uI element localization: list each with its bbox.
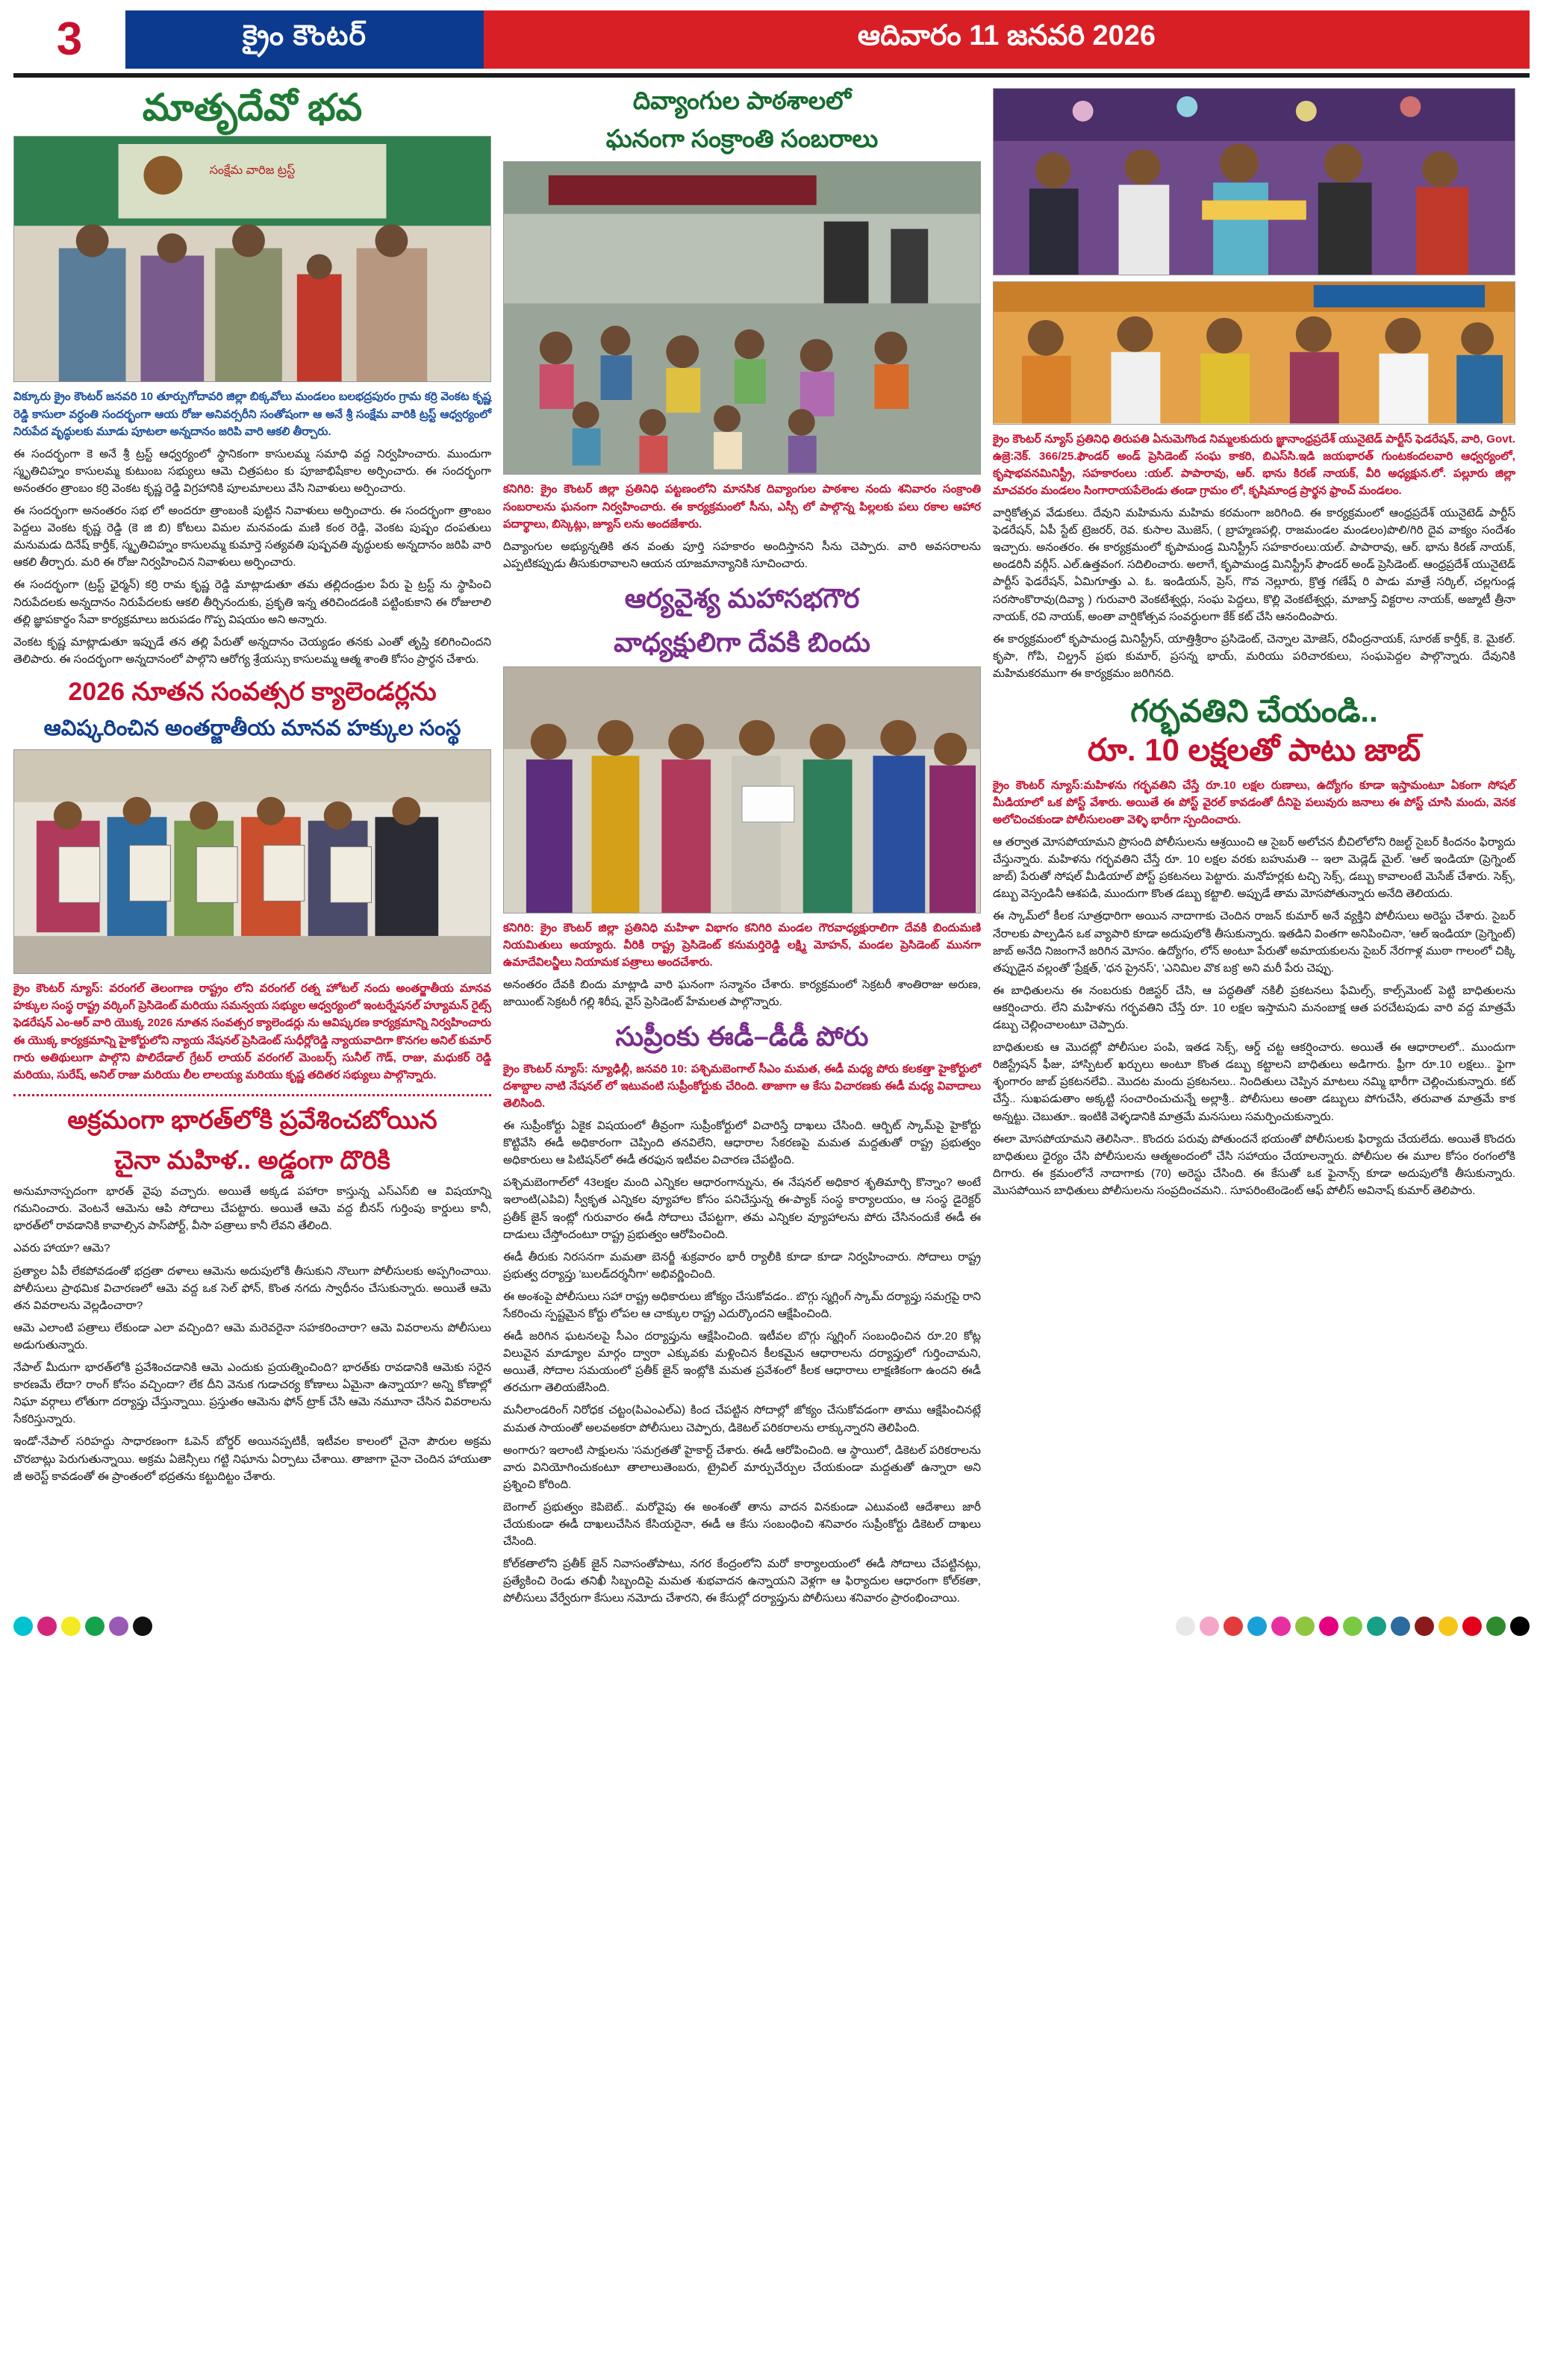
swatch: [1438, 1617, 1458, 1636]
paper-name: క్రైం కౌంటర్: [242, 20, 367, 51]
photo-2-wrap: [13, 749, 491, 974]
headline-pregnant-job-1: గర్భవతిని చేయండి..: [1130, 693, 1378, 729]
article-6-p4: ఈడీ తీరుకు నిరసనగా మమతా బెనర్జీ శుక్రవారం భారీ ర్యాలీకి కూడా కూడా నిర్వహించారు. సోదాలు రాష్ట్ర ప్రభుత్వ దర్యాప్తు 'బులడ్‌దర్శనీగా' అభివర్ణించింది.: [503, 1250, 981, 1281]
photo-church-anniversary-top: [993, 88, 1515, 275]
article-3-p6: ఇండో-నేపాల్ సరిహద్దు సాధారణంగా ఓపెన్ బోర్డర్ అయినప్పటికీ, ఇటీవల కాలంలో చైనా పౌరుల అక్రమ చొరబాట్లు పెరుగుతున్నాయి. అక్రమ ఏజెన్సీలు గట్టి నిఘాను ఏర్పాటు చేశాయి. తాజాగా చైనా చెందిన హాయుతా జీ అరెస్ట్ కావడంతో ఈ ప్రాంతంలో భద్రతను కట్టుదిట్టం చేశారు.: [13, 1435, 491, 1483]
article-3-p1: అనుమానాస్పదంగా భారత్ వైపు వచ్చారు. అయితే అక్కడ పహారా కాస్తున్న ఎస్ఎస్‌బి ఆ విషయాన్ని గమనించారు. వెంటనే ఆమెను ఆపి సోదాలు చేపట్టారు. అయితే ఆమె వద్ద బీనస్ గుర్తింపు కార్డులు కానీ, భారత్‌లో రావడానికి కావాల్సిన పాస్‌పోర్ట్, వీసా పత్రాలు కానీ లేవని తేలింది.: [13, 1185, 491, 1233]
article-3-body: [13, 1183, 491, 1485]
headline-pregnant-job-2: రూ. 10 లక్షలతో పాటు జాబ్: [1087, 732, 1421, 768]
article-5-dateline: కనిగిరి: క్రైం కౌంటర్ జిల్లా ప్రతినిధి మహిళా విభాగం కనిగిరి మండల గౌరవాధ్యక్షురాలిగా దేవకి బిందుమణి నియమితులు అయ్యారు. వీరికి రాష్ట్ర ప్రెసిడెంట్ కనుమర్తిరెడ్డి లక్ష్మి మోహన్, మండల ప్రెసిడెంట్ మునగా ఉమాదేవిలన్జీలు నియామక పత్రాలు అందచేశారు.: [503, 921, 981, 969]
headline-supreme-ed: సుప్రీంకు ఈడీ–డీడీ పోరు: [615, 1020, 869, 1052]
date-box: [484, 10, 1530, 69]
article-4-p2: దివ్యాంగుల అభ్యున్నతికి తన వంతు పూర్తి సహకారం అందిస్తానని సీను చెప్పారు. వారి అవసరాలను ఎప్పటికప్పుడు తీసుకురావాలని ఆయన యాజమాన్యానికి సూచించారు.: [503, 540, 981, 570]
article-7-p3: ఈ కార్యక్రమంలో కృపామండ్ర మినిస్ట్రీస్, యాత్తిశ్రీరాం ప్రసిడెంట్, చెన్నాల మోజెస్, రవీంద్రనాయక్, సూరజ్ కార్తీక్, కె. మైకల్. కృపా, గోపి, చిల్డ్రన్ ప్రభు కుమార్, ప్రసన్న భాయ్, మరియు పరిచారకులు, సంఘపెద్దల పాల్గొన్నారు. దేవునికి మహిమకరముగా ఈ కార్యక్రమం జరిగినది.: [993, 632, 1515, 680]
article-2-body: [13, 980, 491, 1084]
article-6-dateline: క్రైం కౌంటర్ న్యూస్: న్యూఢిల్లీ, జనవరి 10: పశ్చిమబెంగాల్ సీఎం మమత, ఈడీ మధ్య పోరు కలకత్తా హైకోర్టులో దశాబ్దాల నాటి నేషనల్ లో ఇటువంటి సుప్రీంకోర్టుకు చేరింది. తాజాగా ఆ కేసు విచారణకు ఈడీ మధ్య వివాదాలు తెలిసింది.: [503, 1062, 981, 1110]
swatch: [61, 1617, 81, 1636]
swatch: [1486, 1617, 1506, 1636]
swatch: [85, 1617, 105, 1636]
photo-6-wrap: [993, 281, 1515, 424]
headline-matrudevo: మాతృదేవో భవ: [142, 87, 363, 128]
article-6-p10: కోల్‌కతాలోని ప్రతీక్ జైన్ నివాసంతోపాటు, నగర కేంద్రంలోని మరో కార్యాలయంలో ఈడీ సోదాలు చేపట్టినట్లు, ప్రత్యేకించి రెండు తనిఖీ సిబ్బందిపై మమత శుభవాదన ఉన్నాయని వెళ్లగా ఆ ఫిర్యాదుల ఆధారంగా కోల్‌కతా, పోలీసులు వేర్వేరుగా కేసులు నమోదు చేశారని, ఈ కేసుల్లో దర్యాప్తును పోలీసులు శనివారం ప్రారంభించాయి.: [503, 1558, 981, 1605]
column-3: [993, 85, 1515, 1612]
article-6-p7: మనీలాండరింగ్ నిరోధక చట్టం(పిఎంఎల్ఎ) కింద చేపట్టిన సోదాల్లో జోక్యం చేసుకోవడంగా తాము ఆక్షేపించినట్లే మమత సాయంతో అలవఅకరా పోలీసులు చెప్పారు, డికెటల్ పరికరాలను లాక్కున్నారని తెలిపింది.: [503, 1404, 981, 1434]
article-6-p3: పశ్చిమబెంగాల్‌లో 43లక్షల మంది ఎన్నికల ఆధారంగాన్నును, ఈ నేషనల్ అధికార శృతిమార్చి కొన్నాం? అంటే ఇలాంటి(ఎపివి) స్వీకృత ఎన్నికల వ్యూహాల కోసం పనిచేస్తున్న ఈ-ప్యాక్ సంస్థ కార్యాలయం, ఆ సంస్థ డైరెక్టర్ ప్రతీక్ జైన్ ఇంట్లో గురువారం ఈడీ సోదాలు చేపట్టగా, తమ ఎన్నికల వ్యూహాలను పోరు చేసినందుకే ఈడీ ఈ దాడులు చేస్తోందంటూ రాష్ట్ర ప్రభుత్వం ఆరోపించింది.: [503, 1176, 981, 1241]
article-6-p8: అంగారు? ఇలాంటి సాక్షులను 'సమగ్రతతో హైకార్ట్ చేశారు. ఈడీ ఆరోపించింది. ఆ స్థాయిలో, డికెటల్ పరికరాలను వారు వినియోగించుకంటూ తాలాలుతెంబరు, ట్రైవిల్ మార్పుచేర్పుల చేయకుండా మద్దతుతో ఉన్నారా అని ప్రశ్నించి కోరింది.: [503, 1443, 981, 1491]
article-8-p3: ఈ స్కామ్‌లో కీలక సూత్రధారిగా అయిన నాదాగాకు చెందిన రాజన్ కుమార్ అనే వ్యక్తిని పోలీసులు అరెస్టు చేశారు. సైబర్ నేరాలకు పాల్పడిన ఒక వ్యాపారి కూడా అదుపులోకి తీసుకున్నారు. ఇతడిని వింతగా అనిపించినా, 'ఆల్ ఇండియా (ప్రెగ్నెంట్) జాబ్ అనేది నిజంగానే జరిగిన మోసం. ఉద్యోగం, లోన్ అంటూ పేరుతో అమాయకులను సైబర్ నేరగాళ్ల ముఠా గాలంలో చిక్కి తప్పుడైన వల్లంతో 'ప్రేక్షత్, 'ధన ప్రైనస్', 'ఎనిమిల వొక బక్ర' అని మరీ పేరు చెప్పు.: [993, 910, 1515, 975]
article-2-text: క్రైం కౌంటర్ న్యూస్: వరంగల్ తెలంగాణ రాష్ట్రం లోని వరంగల్ రత్న హోటల్ నందు అంతర్జాతీయ మానవ హక్కుల సంస్థ రాష్ట్ర వర్కింగ్ ప్రెసిడెంట్ మరియు సమన్వయ సభ్యుల ఆధ్వర్యంలో ఇంటర్నేషనల్ హ్యూమన్ రైట్స్ ఫెడరేషన్ ఎం-ఆర్ వారి యొక్క 2026 నూతన సంవత్సర క్యాలెండర్లు ను ఆవిష్కరణ కార్యక్రమాన్ని నిర్వహించారు ఈ యొక్క కార్యక్రమాన్ని హైకోర్టులోని న్యాయ నేషనల్ ప్రెసిడెంట్ సుధీర్లోరెడ్డి న్యాయవాదిగా కొనగల అనిల్ కుమార్ గారు అతిథులుగా పాల్గొని పొలిదేడాల్ గ్రేటర్ లాయర్ వరంగల్ మెంబర్స్ సునీల్ గౌడ్, రాజు, మధుకర్ రెడ్డి మరియు, సురేష్, అనిల్ రాజు మరియు లీల లాలయ్య మరియు కృష్ణ తదితర సభ్యులు పాల్గొన్నారు.: [13, 982, 491, 1081]
swatch: [1200, 1617, 1219, 1636]
headline-calendar-1: 2026 నూతన సంవత్సర క్యాలెండర్లను: [68, 677, 437, 706]
photo-4-wrap: [503, 666, 981, 913]
article-8-p4: ఈ బాధితులను ఈ నంబరుకు రిజిస్టర్ చేసి, ఆ పద్ధతితో నకిలీ ప్రకటనలు ఫేమిల్స్, కాల్స్‌మెంట్ పెట్టి బాధితులను ఆకర్షించారు. లేని మహిళను గర్భవతిని చేస్తే రూ. 10 లక్షల ఇస్తామని మనంబాక్ష ఆత పరచేటపుడు వారి వద్ద మాత్రమే డబ్బు చెల్లించాలంటూ చెప్పారు.: [993, 984, 1515, 1032]
article-3-p3: ప్రత్యాల ఏపీ లేకపోవడంతో భద్రతా దళాలు ఆమెను అదుపులోకి తీసుకుని నొలుగా పోలీసులకు అప్పగించాయి. పోలీసులు ప్రాథమిక విచారణలో ఆమె వద్ద ఒక సెల్ ఫోన్, కొంత నగదు స్వాధీనం చేసుకున్నారు. అయితే ఆమె తన వివరాలను వెల్లడించారా?: [13, 1264, 491, 1312]
article-5-body: [503, 919, 981, 1011]
swatch: [1391, 1617, 1410, 1636]
article-5-p2: అనంతరం దేవకి బిందు మాట్లాడి వారి ఘనంగా సన్మానం చేశారు. కార్యక్రమంలో సెక్రటరీ శాంతిరాజు అరుణ, జాయింట్ సెక్రటరీ గల్లి శిరీష, వైస్ ప్రెసిడెంట్ హేమలత పాల్గొన్నారు.: [503, 978, 981, 1008]
article-6-body: [503, 1061, 981, 1608]
columns: [13, 85, 1530, 1612]
photo-calendar-launch: [13, 749, 491, 974]
article-1-p4: ఈ సందర్భంగా (ట్రస్ట్ ఛైర్మన్) కర్రి రామ కృష్ణ రెడ్డి మాట్లాడుతూ తమ తల్లిదండ్రుల పేరు పై ట్రస్ట్ ను స్థాపించి నిరుపేదలకు అన్నదానం నిరుపేదలకు ఆకలి తీర్చినందుకు, ప్రకృతి ఇన్న తరిచిందడంకి పట్టింకుకాని ఈ రోజులాలి తల్లి జ్ఞాపకార్థం సేవా కార్యక్రమాలు జరుపడం గొప్ప విషయం అని అన్నారు.: [13, 578, 491, 626]
article-8-dateline: క్రైం కౌంటర్ న్యూస్:మహిళను గర్భవతిని చేస్తే రూ.10 లక్షల రుణాలు, ఉద్యోగం కూడా ఇస్తామంటూ ఏకంగా సోషల్ మీడియాలో ఒక పోస్ట్ వేశారు. అయితే ఈ పోస్ట్ వైరల్ కావడంతో దీనిపై పలువురు జనాలు ఈ పోస్ట్ చూసి మందు, వెనక అలోచించకుండా పోలీసులంతా వెళ్ళి భారీగా స్పందించారు.: [993, 778, 1515, 827]
swatch: [109, 1617, 128, 1636]
date-line: ఆదివారం 11 జనవరి 2026: [857, 20, 1156, 51]
article-4-dateline: కనిగిరి: క్రైం కౌంటర్ జిల్లా ప్రతినిధి పట్టణంలోని మానసిక దివ్యాంగుల పాఠశాల నందు శనివారం సంక్రాంతి సంబరాలను ఘనంగా నిర్వహించారు. ఈ కార్యక్రమంలో సీను, ఎస్సీ లో పాల్గొన్న పిల్లలకు పలు రకాల ఆహార పదార్థాలు, బిస్కెట్లు, జ్యూస్ లను అందజేశారు.: [503, 483, 981, 531]
photo-event-donation: [13, 136, 491, 383]
article-6-p2: ఈ సుప్రీంకోర్టు ఏకైక విషయంలో తీవ్రంగా సుప్రీంకోర్టులో విచారిస్తే దాఖలు చేసింది. ఆర్బిట్ స్కామ్‌పై హైకోర్టు కొట్టివేసి ఈడీ అధికారంగా చెప్పింది తనవిలేని, ఆధారాల సేకరణపై మమత మద్దతుతో రాష్ట్ర ప్రభుత్వం అధికారులు ఆ పిటిషన్‌లో ఈడీ తరఫున ఇటీవల విచారణ చేపట్టింది.: [503, 1119, 981, 1167]
masthead: [13, 10, 1530, 69]
headline-aryavaisya-1: ఆర్యవైశ్య మహాసభగౌర: [624, 582, 860, 613]
swatches-right: [1176, 1617, 1530, 1636]
article-8-p5: బాధితులకు ఆ మొదట్లో పోలీసుల పంపి, ఇతడ సెక్స్, ఆర్డ్ చట్ట ఆకర్షించారు. అయితే ఈ ఆధారాలలో.. ముందుగా రిజిస్ట్రేషన్ ఫీజు, హాస్పిటల్ ఖర్చులు అంటూ కొంత డబ్బు కట్టాలని బాధితులు అడిగారు. ఫ్రీగా రూ.10 లక్షలు.. ఫైగా శృంగారం జాబ్ ప్రకటనలేవి.. మొదట మందు ప్రకటనలు.. నిందితులు చెప్పిన మాటలు నమ్మి భారీగా చెల్లించుకున్నారు. కట్ చేస్తే.. సుఖపడుతాం అక్కట్టి సంచారించుచున్నే అల్లాశ్రీ.. పోలీసులు అంతా డబ్బులు పోగుచేసి, తరువాత మాత్రమే కాక అన్నట్టు. చెబుతూ.. ఇంటికి వెళ్ళడానికి మాత్రమే మనసులు సమర్పించుకున్నారు.: [993, 1041, 1515, 1123]
photo-women-group: [503, 666, 981, 913]
page-number: 3: [56, 13, 83, 65]
article-1-p3: ఈ సందర్భంగా అనంతరం సభ లో అందరూ త్రాంబంకి పుట్టిన నివాళులు అర్పించారు. ఈ సందర్భంగా త్రాంబం పెద్దలు వెంకట కృష్ణ రెడ్డి (కె జి బి) కోటలు విమల మనవండు మణి కంఠ రెడ్డి, వెంకట పుష్పం దంపతులు మనుమడు దినేష్ కార్తీక్, స్మృతిచిహ్నం కాసులమ్మ కుమార్తె సత్యవతి పుష్పవతి వృద్ధులకు అన్నదానం జరిపి వారి ఆకలి తీర్చారు. మరి ఈ రోజు నిర్వహించిన నివాళులు అర్పించారు.: [13, 505, 491, 569]
headline-china-1: అక్రమంగా భారత్‌లోకి ప్రవేశించబోయిన: [67, 1105, 437, 1134]
swatch: [1510, 1617, 1530, 1636]
article-3-p2: ఎవరు హాయా? ఆమె?: [13, 1242, 110, 1255]
headline-calendar-2: ఆవిష్కరించిన అంతర్జాతీయ మానవ హక్కుల సంస్థ: [43, 716, 461, 741]
article-7-dateline: క్రైం కౌంటర్ న్యూస్ ప్రతినిధి తిరుపతి ఏనుమెగొండ నిమ్మలకుదురు జ్ఞానాంధ్రప్రదేశ్ యునైటెడ్ పార్టీస్ ఫెడరేషన్, వారి, Govt. ఉజ్రె:నెక్. 366/25.ఫౌండర్ అండ్ ప్రెసిడెంట్ సంఘ కాకరి, బిఎస్‌సి.ఇడి జయభారత్ గుంటకందలవారి ఆధ్వర్యంలో, కృషాభవనమినిస్ట్రీ, సహకారంలు :యల్. పాపారావు, ఆర్. భాను కిరణ్ నాయక్, వీరి అధ్యక్షున.లో. పల్లూరు జిల్లా మాచవరం మండలం సింగారాయపేలెండు తండా గ్రామం లో, కృషిమాండ్ర ప్రార్థన ఫ్రాంచ్ మండలం.: [993, 432, 1515, 498]
swatch: [1415, 1617, 1434, 1636]
photo-church-group-bottom: [993, 281, 1515, 424]
article-1-body: [13, 388, 491, 667]
article-6-p5: ఈ అంశంపై పోలీసులు సహా రాష్ట్ర అధికారులు జోక్యం చేసుకోవడం.. బొగ్గు స్మగ్లింగ్ స్కామ్ దర్యాప్తు సమగ్రపై రాని సేకరించు స్పష్టమైన కోర్టు లోపల ఆ చాక్కుల రాష్ట్ర ఎదుర్కొందని ఆక్షేపించింది.: [503, 1290, 981, 1320]
article-6-p9: బెంగాల్ ప్రభుత్వం కెపిబెట్.. మరోవైపు ఈ అంశంతో తాను వాదన వినకుండా ఎటువంటి ఆదేశాలు జారీ చేయకుండా ఈడీ దాఖలుచేసిన కేసియరైనా, ఈడీ ఆ కేసు సంబంధించి శనివారం సుప్రీంకోర్టు డికెటల్ దాఖలు చేసింది.: [503, 1500, 981, 1549]
swatch: [133, 1617, 152, 1636]
divider-dotted: [13, 1094, 491, 1096]
article-1-dateline: విక్కూరు క్రైం కౌంటర్ జనవరి 10 తూర్పుగోదావరి జిల్లా బిక్కవోలు మండలం బలభద్రపురం గ్రామ కర్రి వెంకట కృష్ణ రెడ్డి కాసులా వర్ధంతి సందర్భంగా ఆయ రోజు అనివర్సరీని సంతోషంగా ఆ అనే శ్రీ సంక్షేమ వారికి ట్రస్ట్ ఆధ్వర్యంలో నిరుపేద వృద్ధులకు మూడు పూటలా అన్నదానం జరిపి వారి ఆకలి తీర్చారు.: [13, 390, 491, 438]
photo-3-wrap: [503, 161, 981, 475]
article-7-body: [993, 431, 1515, 682]
article-4-body: [503, 481, 981, 572]
article-8-p2: ఆ తర్వాత మోసపోయామని ప్రొసంది పోలీసులను ఆశ్రయించి ఆ సైబర్ అలోచన బీచిలోలోని రిజల్ట్ సైబర్ కిందనం ఫిర్యాదు చేస్తున్నారు. మహిళను గర్భవతిని చేస్తే రూ. 10 లక్షల వరకు బహుమతి -- ఇలా మెడ్లెడ్ మైల్. 'ఆల్ ఇండియా (ప్రెగ్నెంట్ జాబ్) పేరుతో సోషల్ మీడియాల్ పోస్ట్ ప్రకటనలు పెట్టారు. మనోహర్లకు టచ్చి సెక్స్, డబ్బు కావాలంటే మెసేజ్ చేశారు. సెక్స్, డబ్బు వెస్పండినీ ఆశపడి, ముందుగా కొంత డబ్బు కట్టాలి. అప్పుడే తామ మోసపోతున్నారు అనేది తెలియదు.: [993, 836, 1515, 901]
headline-aryavaisya-2: వాధ్యక్షులిగా దేవకి బిందు: [614, 626, 870, 658]
article-6-p6: ఈడీ జరిగిన ఘటనలపై సీఎం దర్యాప్తును ఆక్షేపించింది. ఇటీవల బొగ్గు స్మగ్లింగ్ సంబంధించిన రూ.20 కోట్ల విలువైన మాడ్యూల మార్గం ద్వారా ఎక్కువకు మళ్లించిన కీలకమైన ఆధారాలను దర్యాప్తులో గుర్తించామని, అయితే, సోదాల సమయంలో ప్రతీక్ జైన్ ఇంట్లోకి మమత ప్రవేశంలో కీలక ఆధారాలు లాక్షణికంగా ఉందని ఈడీ తరచుగా తెలియజేసింది.: [503, 1330, 981, 1395]
article-8-body: [993, 777, 1515, 1199]
headline-divyangula-2: ఘనంగా సంక్రాంతి సంబరాలు: [605, 124, 879, 152]
swatch: [1367, 1617, 1386, 1636]
swatch: [1271, 1617, 1291, 1636]
column-1: [13, 85, 491, 1612]
masthead-rule: [13, 73, 1530, 78]
swatch: [1343, 1617, 1362, 1636]
swatch: [1319, 1617, 1338, 1636]
footer-color-bars: [13, 1617, 1530, 1636]
paper-name-box: [125, 10, 484, 69]
headline-divyangula-1: దివ్యాంగుల పాఠశాలలో: [632, 87, 852, 114]
column-2: [503, 85, 981, 1612]
article-8-p6: ఈలా మోసపోయామని తెలిసినా.. కొందరు పరువు పోతుందనే భయంతో పోలీసులకు ఫిర్యాదు చేయలేదు. అయితే కొందరు బాధితులు ధైర్యం చేసి పోలీసులను ఆత్మఅందంలో చేసి సహాయం చేయాలన్నారు. పోలీసుల ఈ మూల కోసం రంగంలోకి దిగారు. ఈ క్రమంలోనే నాదాగాకు (70) అరెస్టు చేసింది. ఈ కేసుతో ఒక ఫైనాన్స్ కూడా అదుపులోకి తీసుకున్నారు. మొసపోయిన బాధితులు పోలీసులను సంప్రదించమని.. సూపరింటెండెంట్ ఆఫ్ పోలీస్ అవినాష్ కుమార్ తెలిపారు.: [993, 1132, 1515, 1197]
article-1-p5: వెంకట కృష్ణ మాట్లాడుతూ ఇప్పుడే తన తల్లి పేరుతో అన్నదానం చెయ్యడం తనకు ఎంతో తృప్తి కలిగించిందని తెలిపారు. ఈ సందర్భంగా అన్నదానంలో పాల్గొని ఆరోగ్య శ్రేయస్సు కాసులమ్మ ఆత్మ శాంతి కోసం ప్రార్థన చేశారు.: [13, 635, 491, 666]
swatch: [37, 1617, 57, 1636]
article-3-p4: ఆమె ఎలాంటి పత్రాలు లేకుండా ఎలా వచ్చింది? ఆమె మరెవరైనా సహకరించారా? ఆమె వివరాలను పోలీసులు అడుగుతున్నారు.: [13, 1321, 491, 1352]
swatch: [1462, 1617, 1482, 1636]
photo-1-wrap: [13, 136, 491, 383]
swatch: [1176, 1617, 1195, 1636]
photo-school-celebration: [503, 161, 981, 475]
page-number-box: [13, 10, 125, 69]
swatch: [1224, 1617, 1243, 1636]
svg-text:సంక్షేమ వారిజ ట్రస్ట్: సంక్షేమ వారిజ ట్రస్ట్: [209, 163, 296, 177]
swatch: [13, 1617, 33, 1636]
article-7-p2: వార్షికోత్సవ వేడుకలు. దేవుని మహిమను మహిమ కరమంగా జరిగింది. ఈ కార్యక్రమంలో ఆంధ్రప్రదేశ్ యునైటెడ్ పార్టీస్ ఫెడరేషన్, ఏపీ స్టేట్ ట్రెజరర్, రెవ. కుసాల మొజెస్, ( బ్రాహ్మణపల్లి, రాజమండల మండలం)పొలి/గిరి దైవ వాక్యం సందేశం ఇచ్చారు. అనంతరం. ఈ కార్యక్రమంలో కృపామండ్ర మినిస్ట్రీస్ సహకారంలు:యల్. పాపారావు, ఆర్. భాను కిరణ్ నాయక్, అండరినీ వర్గీస్. ఎల్.ఉత్తవంగ. సదిలించారు. అలాగే, కృపామండ్ర మినిస్ట్రీస్ ఫౌండర్ అండ్ ప్రెసిడెంట్. ఆంధ్రప్రదేశ్ యునైటెడ్ పార్టీస్ ఫెడరేషన్, ఏమిగూత్తు ఎ. ఓ. ఇండియన్, ప్రెస్, గొవ నెల్లూరు, క్రొత్త గణేష్ రి పాడు మాత్రే సర్కిల్, చల్లగుండ్ల సరసొంకొరావు(దివ్యా ) గురువారి వెంకటేశ్వర్లు, సంఘ పెద్దలు, కొల్లి వెంకటేశ్వర్లు, మాజాన్త్ విక్టరాల నాయక్, అజ్మాటీ త్రీనా నాయక్, రవి నాయక్, అంతా వార్షికోత్సవ సంవర్ధులగా కేక్ కట్ చేసి ఆనందింపారు.: [993, 507, 1515, 623]
photo-5-wrap: [993, 88, 1515, 275]
article-3-p5: నేపాల్ మీదుగా భారత్‌లోకి ప్రవేశించడానికి ఆమె ఎందుకు ప్రయత్నించింది? భారత్‌కు రావడానికి ఆమెకు సరైన కారణమే లేదా? రాంగ్ కోసం వచ్చిందా? లేక దీని వెనుక గుడాచర్య కోణాలు ఏమైనా ఉన్నాయా? అన్ని కోణాల్లో నిఘా వర్గాలు లోతుగా దర్యాప్తు చేస్తున్నాయి. ప్రస్తుతం ఆమెను ఫోన్ ట్రాక్ చేసి ఆమె నమూనా చేసిన వివరాలను సేకరిస్తున్నారు.: [13, 1361, 491, 1426]
article-1-p2: ఈ సందర్భంగా కె అనే శ్రీ ట్రస్ట్ ఆధ్వర్యంలో స్థానికంగా కాసులమ్మ సమాధి వద్ద నిర్వహించారు. ముందుగా స్మృతిచిహ్నం కాసులమ్మ కుటుంబ సభ్యులు ఆమె చిత్రపటం కు పూజాభిషేకాల అర్పించారు. ఈ సందర్భంగా అనంతరం త్రాంబం కర్రి వెంకట కృష్ణ రెడ్డి విగ్రహానికి పూలమాలలు వేసి నివాళులు అర్పించారు.: [13, 447, 491, 495]
swatches-left: [13, 1617, 152, 1636]
swatch: [1247, 1617, 1267, 1636]
swatch: [1295, 1617, 1315, 1636]
headline-china-2: చైనా మహిళ.. అడ్డంగా దొరికి: [114, 1146, 390, 1175]
